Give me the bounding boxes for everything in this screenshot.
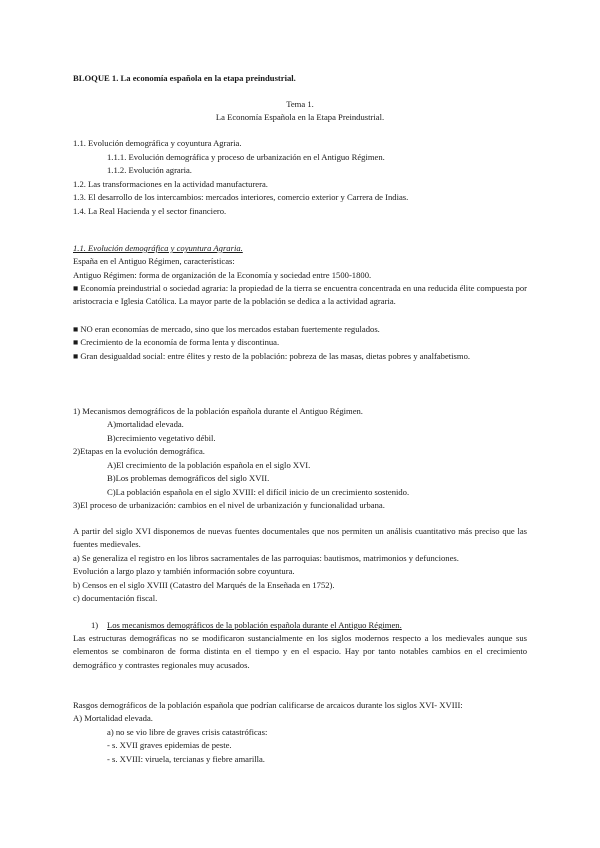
outline-item: 2)Etapas en la evolución demográfica. [73, 446, 205, 456]
traits-intro: Rasgos demográficos de la población española que podrían calificarse de arcaicos durante los siglos XVI- XVIII: [73, 700, 463, 710]
tema-title: La Economía Española en la Etapa Preindustrial. [215, 112, 385, 122]
outline-item: A)mortalidad elevada. [107, 419, 184, 429]
mechanisms-number: 1) [91, 620, 99, 630]
traits-subitem: a) no se vio libre de graves crisis catastróficas: [107, 727, 268, 737]
bloque-label: BLOQUE 1 [73, 73, 117, 83]
section-intro: España en el Antiguo Régimen, características: [73, 256, 235, 266]
outline-item: 1) Mecanismos demográficos de la población española durante el Antiguo Régimen. [73, 406, 363, 416]
outline-item: B)crecimiento vegetativo débil. [107, 433, 216, 443]
outline-item: C)La población española en el siglo XVIII: el difícil inicio de un crecimiento sostenido. [107, 487, 410, 497]
toc-item: 1.1. Evolución demográfica y coyuntura Agraria. [73, 138, 242, 148]
bullet-item: ■ Crecimiento de la economía de forma lenta y discontinua. [73, 337, 280, 347]
bloque-title: . La economía española en la etapa preindustrial. [116, 73, 296, 83]
bloque-heading [73, 72, 296, 85]
tema-number: Tema 1. [286, 99, 314, 109]
toc-item: 1.1.1. Evolución demográfica y proceso de urbanización en el Antiguo Régimen. [107, 152, 385, 162]
sources-item: a) Se generaliza el registro en los libros sacramentales de las parroquias: bautismos, matrimonios y defunciones. [73, 553, 459, 563]
outline-item: 3)El proceso de urbanización: cambios en el nivel de urbanización y funcionalidad urbana. [73, 500, 385, 510]
sources-item: c) documentación fiscal. [73, 593, 158, 603]
section-definition: Antiguo Régimen: forma de organización de la Economía y sociedad entre 1500-1800. [73, 270, 372, 280]
sources-intro: A partir del siglo XVI disponemos de nuevas fuentes documentales que nos permiten un análisis cuantitativo más preciso que las fuentes medievales. [73, 526, 527, 550]
bullet-item: ■ NO eran economías de mercado, sino que los mercados estaban fuertemente regulados. [73, 324, 380, 334]
traits-subitem: - s. XVII graves epidemias de peste. [107, 740, 232, 750]
bullet-item: ■ Economía preindustrial o sociedad agraria: la propiedad de la tierra se encuentra concentrada en una reducida élite compuesta por aristocracia e Iglesia Católica. La mayor parte de la población se dedica a la actividad agraria. [73, 283, 527, 307]
bullet-item: ■ Gran desigualdad social: entre élites y resto de la población: pobreza de las masas, dietas pobres y analfabetismo. [73, 351, 471, 361]
toc-item: 1.2. Las transformaciones en la actividad manufacturera. [73, 179, 268, 189]
section-heading: 1.1. Evolución demográfica y coyuntura Agraria. [73, 243, 243, 253]
toc-item: 1.3. El desarrollo de los intercambios: mercados interiores, comercio exterior y Carrera de Indias. [73, 192, 409, 202]
outline-item: A)El crecimiento de la población española en el siglo XVI. [107, 460, 311, 470]
traits-subitem: - s. XVIII: viruela, tercianas y fiebre amarilla. [107, 754, 265, 764]
sources-item: b) Censos en el siglo XVIII (Catastro del Marqués de la Enseñada en 1752). [73, 580, 335, 590]
outline-item: B)Los problemas demográficos del siglo XVII. [107, 473, 270, 483]
sources-item: Evolución a largo plazo y también información sobre coyuntura. [73, 566, 295, 576]
mechanisms-heading: Los mecanismos demográficos de la población española durante el Antiguo Régimen. [107, 620, 402, 630]
mechanisms-body: Las estructuras demográficas no se modificaron sustancialmente en los siglos modernos respecto a los medievales aunque sus elementos se combinaron de forma distinta en el tiempo y en el espacio. Hay por tanto notables cambios en el crecimiento demográfico y contrastes regionales muy acusados. [73, 633, 527, 670]
toc-item: 1.4. La Real Hacienda y el sector financiero. [73, 206, 227, 216]
toc-item: 1.1.2. Evolución agraria. [107, 165, 192, 175]
traits-item: A) Mortalidad elevada. [73, 713, 153, 723]
